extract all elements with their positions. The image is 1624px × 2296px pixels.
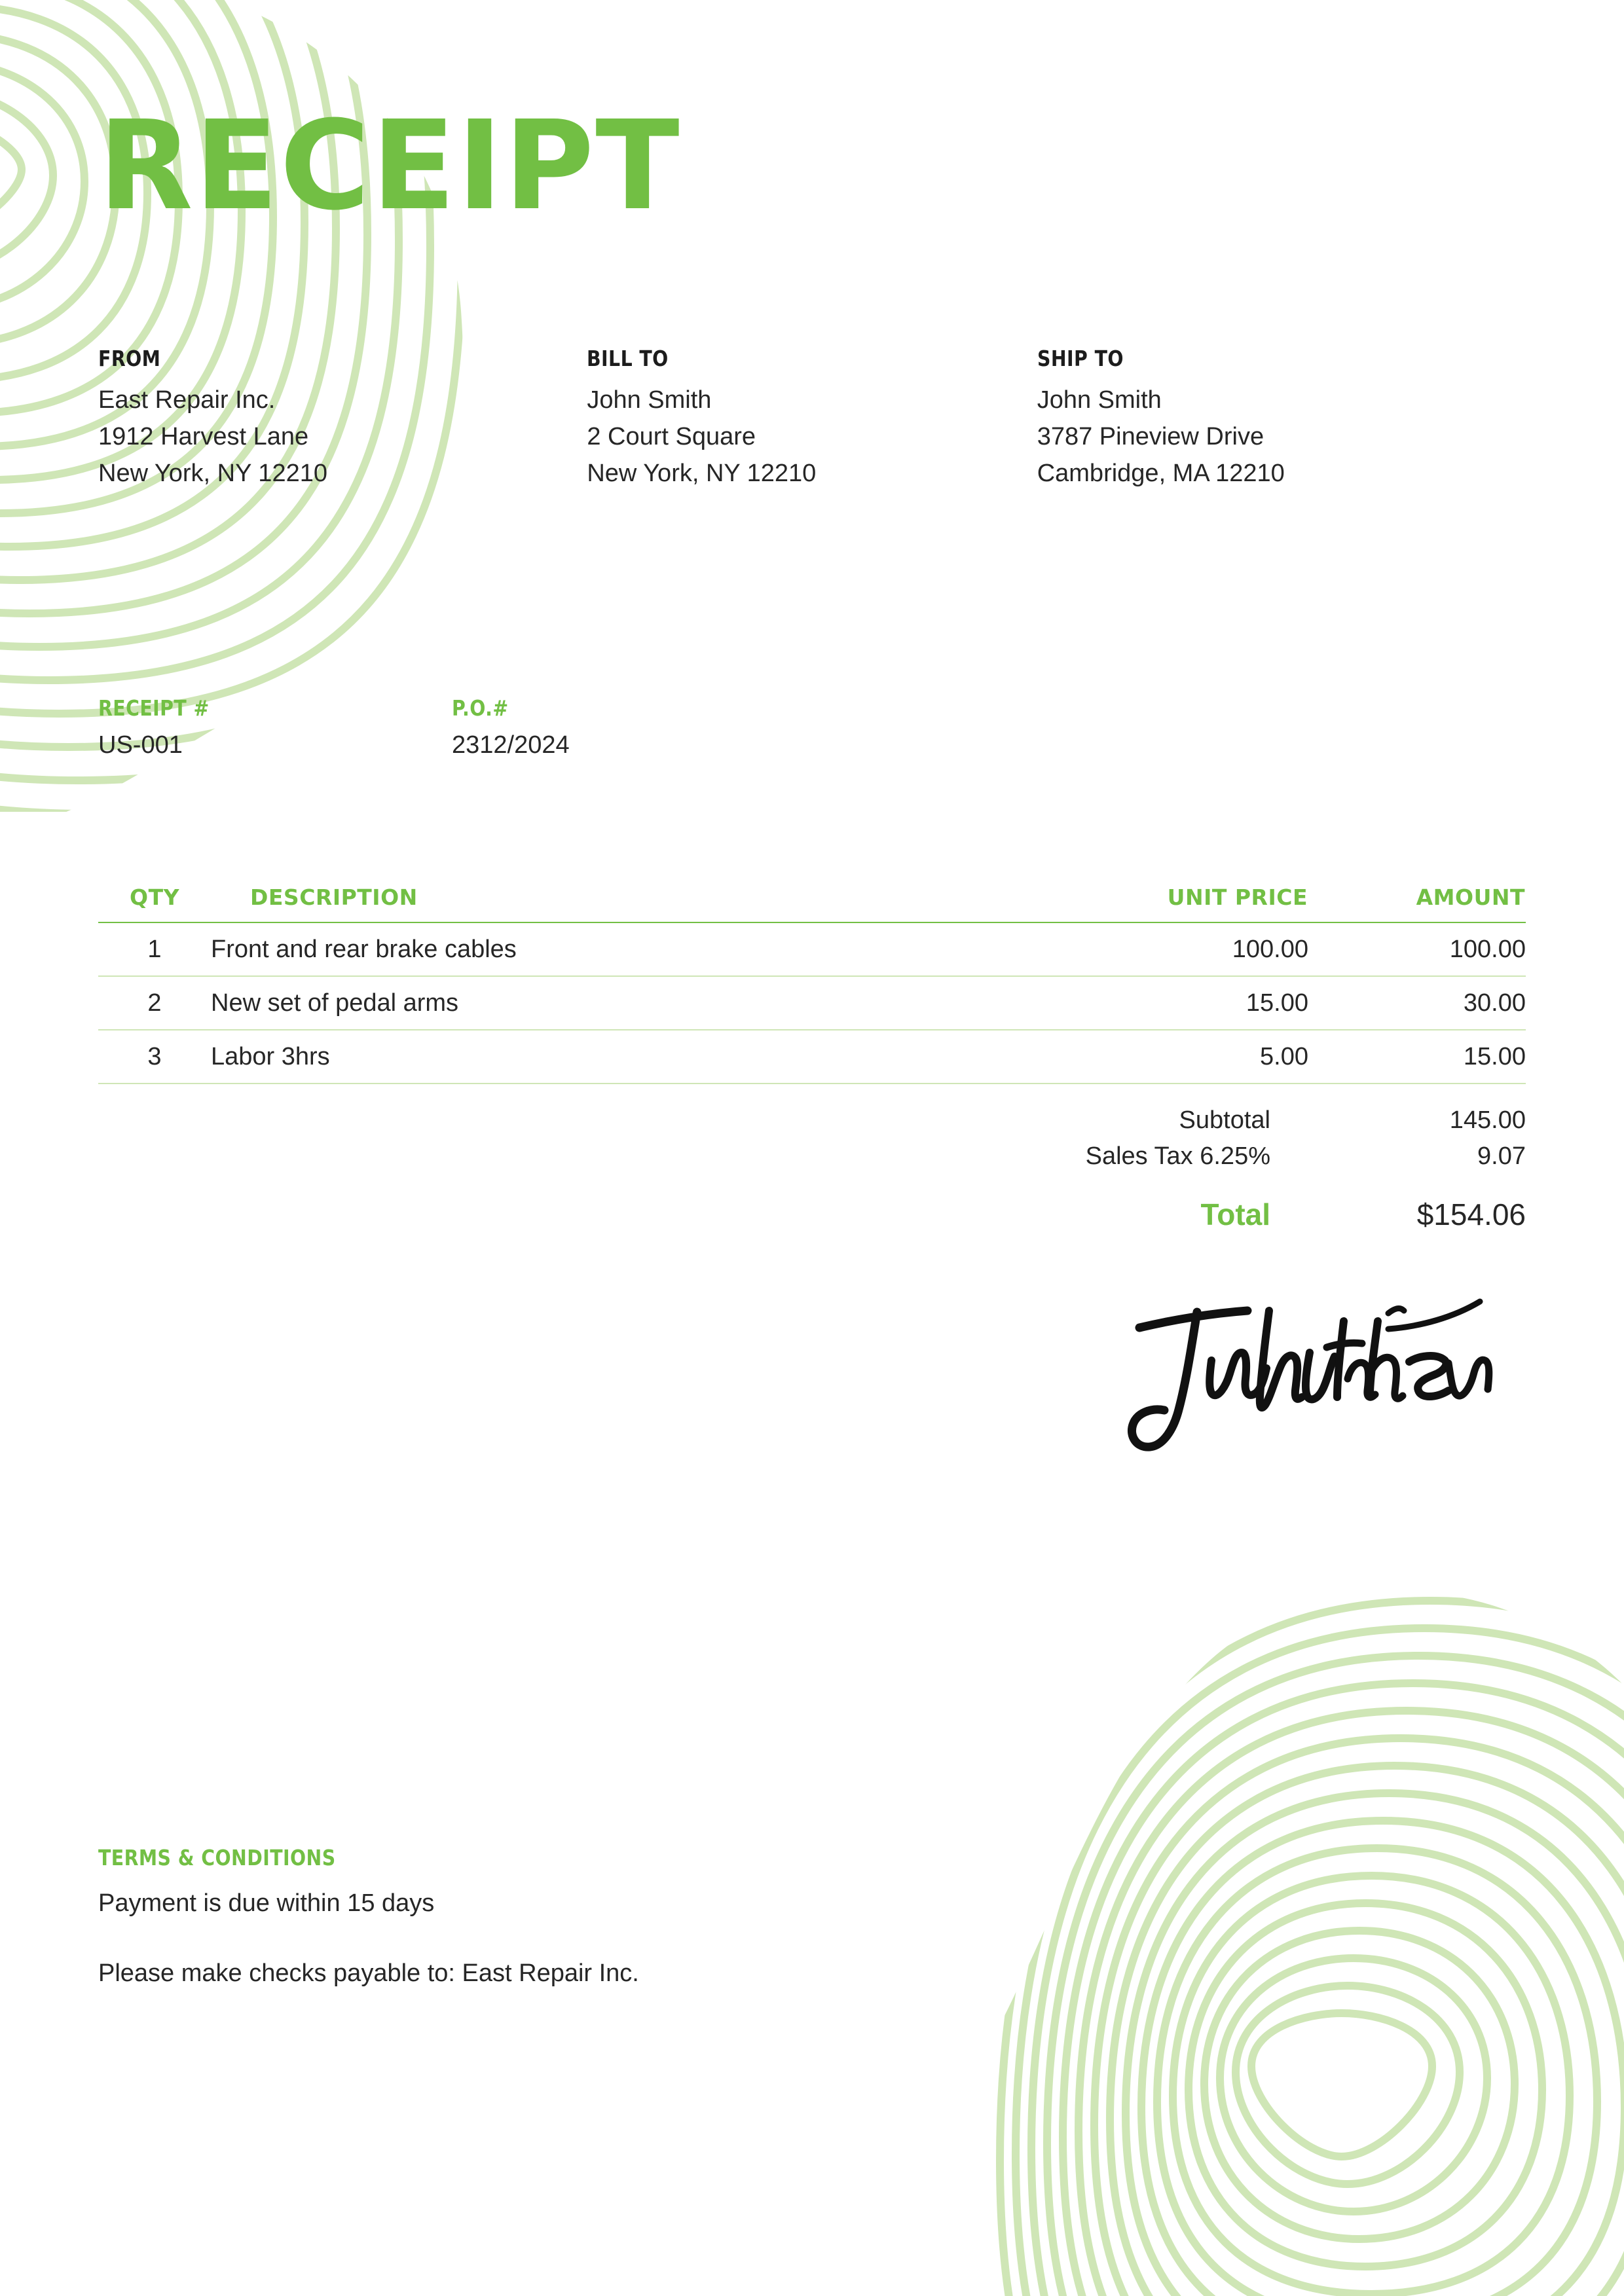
tax-row — [98, 1139, 1526, 1175]
tax-label: Sales Tax 6.25% — [1085, 1142, 1270, 1170]
row-unit-price: 100.00 — [1025, 922, 1308, 976]
receipt-number-value: US-001 — [98, 731, 183, 759]
column-header-unit-price: UNIT PRICE — [1025, 884, 1308, 922]
from-heading: FROM — [98, 346, 161, 371]
ship-to-line-1: John Smith — [1037, 386, 1162, 414]
totals-table — [98, 1102, 1526, 1236]
ship-to-heading: SHIP TO — [1037, 346, 1124, 371]
subtotal-label: Subtotal — [1179, 1106, 1270, 1134]
bill-to-block — [587, 346, 1037, 492]
ship-to-line-3: Cambridge, MA 12210 — [1037, 460, 1285, 488]
row-amount: 30.00 — [1308, 976, 1526, 1030]
row-qty: 2 — [98, 976, 211, 1030]
ship-to-block — [1037, 346, 1526, 492]
total-value: $154.06 — [1416, 1197, 1526, 1231]
row-description: New set of pedal arms — [211, 976, 1025, 1030]
table-header-row — [98, 884, 1526, 922]
terms-section — [98, 1845, 1526, 1992]
signature-image — [1113, 1282, 1519, 1465]
po-number-value: 2312/2024 — [452, 731, 570, 759]
receipt-number-label: RECEIPT # — [98, 695, 210, 721]
meta-section — [98, 695, 1526, 759]
po-number-label: P.O.# — [452, 695, 509, 721]
column-header-qty: QTY — [98, 884, 211, 922]
bill-to-heading: BILL TO — [587, 346, 669, 371]
table-row — [98, 922, 1526, 976]
row-qty: 1 — [98, 922, 211, 976]
column-header-description: DESCRIPTION — [211, 884, 1025, 922]
row-amount: 100.00 — [1308, 922, 1526, 976]
bill-to-line-1: John Smith — [587, 386, 712, 414]
from-line-3: New York, NY 12210 — [98, 460, 327, 488]
total-label: Total — [1200, 1197, 1270, 1231]
terms-line-2: Please make checks payable to: East Repair Inc. — [98, 1959, 639, 1987]
column-header-amount: AMOUNT — [1308, 884, 1526, 922]
row-description: Front and rear brake cables — [211, 922, 1025, 976]
tax-value: 9.07 — [1477, 1142, 1526, 1170]
bill-to-line-3: New York, NY 12210 — [587, 460, 817, 488]
terms-heading: TERMS & CONDITIONS — [98, 1844, 336, 1870]
row-amount: 15.00 — [1308, 1030, 1526, 1084]
row-qty: 3 — [98, 1030, 211, 1084]
po-number-block — [452, 695, 805, 759]
from-block — [98, 346, 587, 492]
row-unit-price: 5.00 — [1025, 1030, 1308, 1084]
receipt-number-block — [98, 695, 452, 759]
from-line-2: 1912 Harvest Lane — [98, 423, 309, 451]
ship-to-line-2: 3787 Pineview Drive — [1037, 423, 1264, 451]
subtotal-row — [98, 1102, 1526, 1139]
terms-line-1: Payment is due within 15 days — [98, 1889, 435, 1917]
table-row — [98, 1030, 1526, 1084]
total-row — [98, 1175, 1526, 1236]
table-row — [98, 976, 1526, 1030]
subtotal-value: 145.00 — [1449, 1106, 1526, 1134]
line-items-table — [98, 884, 1526, 1084]
row-unit-price: 15.00 — [1025, 976, 1308, 1030]
from-line-1: East Repair Inc. — [98, 386, 276, 414]
page-title: RECEIPT — [98, 94, 681, 238]
row-description: Labor 3hrs — [211, 1030, 1025, 1084]
signature-block — [98, 1282, 1526, 1478]
address-section — [98, 346, 1526, 492]
bill-to-line-2: 2 Court Square — [587, 423, 756, 451]
